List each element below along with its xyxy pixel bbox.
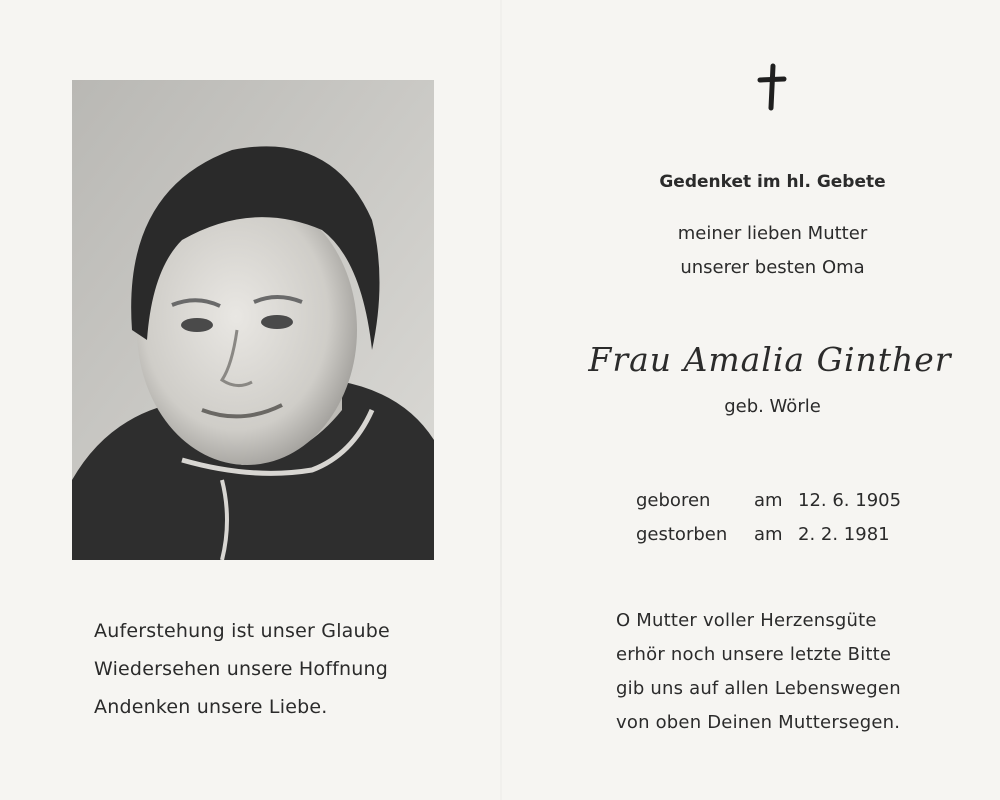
portrait-image (72, 80, 434, 560)
death-date: 2. 2. 1981 (798, 524, 890, 545)
right-quote (616, 604, 976, 740)
right-quote-line: gib uns auf allen Lebenswegen (616, 678, 901, 699)
dedication-line: meiner lieben Mutter (677, 223, 868, 244)
left-quote-line: Andenken unsere Liebe. (94, 696, 328, 718)
life-dates (636, 484, 936, 552)
birth-label: geboren (636, 490, 711, 511)
right-quote-line: von oben Deinen Muttersegen. (616, 712, 901, 733)
left-quote-line: Auferstehung ist unser Glaube (94, 620, 390, 642)
birth-row (636, 484, 936, 518)
maiden-name: geb. Wörle (724, 396, 821, 417)
death-row (636, 518, 936, 552)
portrait-photo (72, 80, 434, 560)
deceased-name: Frau Amalia Ginther (588, 340, 952, 379)
birth-am: am (754, 490, 783, 511)
dedication-line: unserer besten Oma (680, 257, 865, 278)
death-am: am (754, 524, 783, 545)
left-quote-line: Wiedersehen unsere Hoffnung (94, 658, 388, 680)
left-quote (94, 612, 474, 726)
right-quote-line: erhör noch unsere letzte Bitte (616, 644, 892, 665)
card-fold (500, 0, 502, 800)
cross-icon (752, 62, 792, 112)
right-quote-line: O Mutter voller Herzensgüte (616, 610, 877, 631)
heading: Gedenket im hl. Gebete (659, 172, 886, 192)
death-label: gestorben (636, 524, 728, 545)
birth-date: 12. 6. 1905 (798, 490, 902, 511)
dedication (600, 217, 945, 285)
